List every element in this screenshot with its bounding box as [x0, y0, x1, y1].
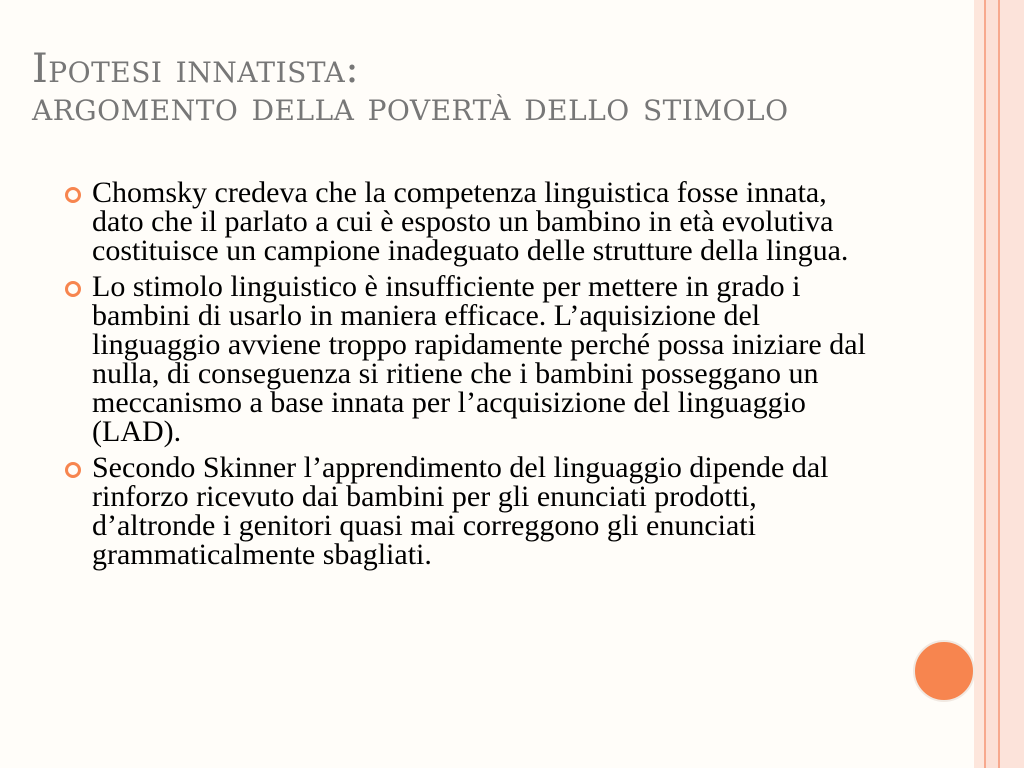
bullet-item: [64, 178, 884, 265]
bullet-text: Secondo Skinner l’apprendimento del linguaggio dipende dal rinforzo ricevuto dai bambini per gli enunciati prodotti, d’altronde i genitori quasi mai correggono gli enunciati grammaticalmente sbagliati.: [92, 451, 829, 571]
decorative-stripes: [974, 0, 1024, 768]
bullet-text: Chomsky credeva che la competenza linguistica fosse innata, dato che il parlato a cui è esposto un bambino in età evolutiva costituisce un campione inadeguato delle strutture della lingua.: [92, 176, 849, 267]
bullet-item: [64, 453, 884, 569]
bullet-circle-icon: [65, 462, 81, 478]
bullet-circle-icon: [65, 187, 81, 203]
bullet-item: [64, 272, 884, 446]
bullet-text: Lo stimolo linguistico è insufficiente per mettere in grado i bambini di usarlo in maniera efficace. L’aquisizione del linguaggio avviene troppo rapidamente perché possa iniziare dal nulla, di conseguenza si ritiene che i bambini posseggano un meccanismo a base innata per l’acquisizione del linguaggio (LAD).: [92, 270, 866, 448]
decorative-circle: [913, 640, 975, 702]
stripe: [1000, 0, 1024, 768]
stripe: [974, 0, 984, 768]
bullet-circle-icon: [65, 281, 81, 297]
title-line-1: Ipotesi innatista:: [32, 46, 360, 92]
bullet-list: [64, 178, 884, 576]
stripe: [986, 0, 998, 768]
slide-title: [32, 46, 972, 130]
title-line-2: argomento della povertà dello stimolo: [32, 84, 789, 130]
